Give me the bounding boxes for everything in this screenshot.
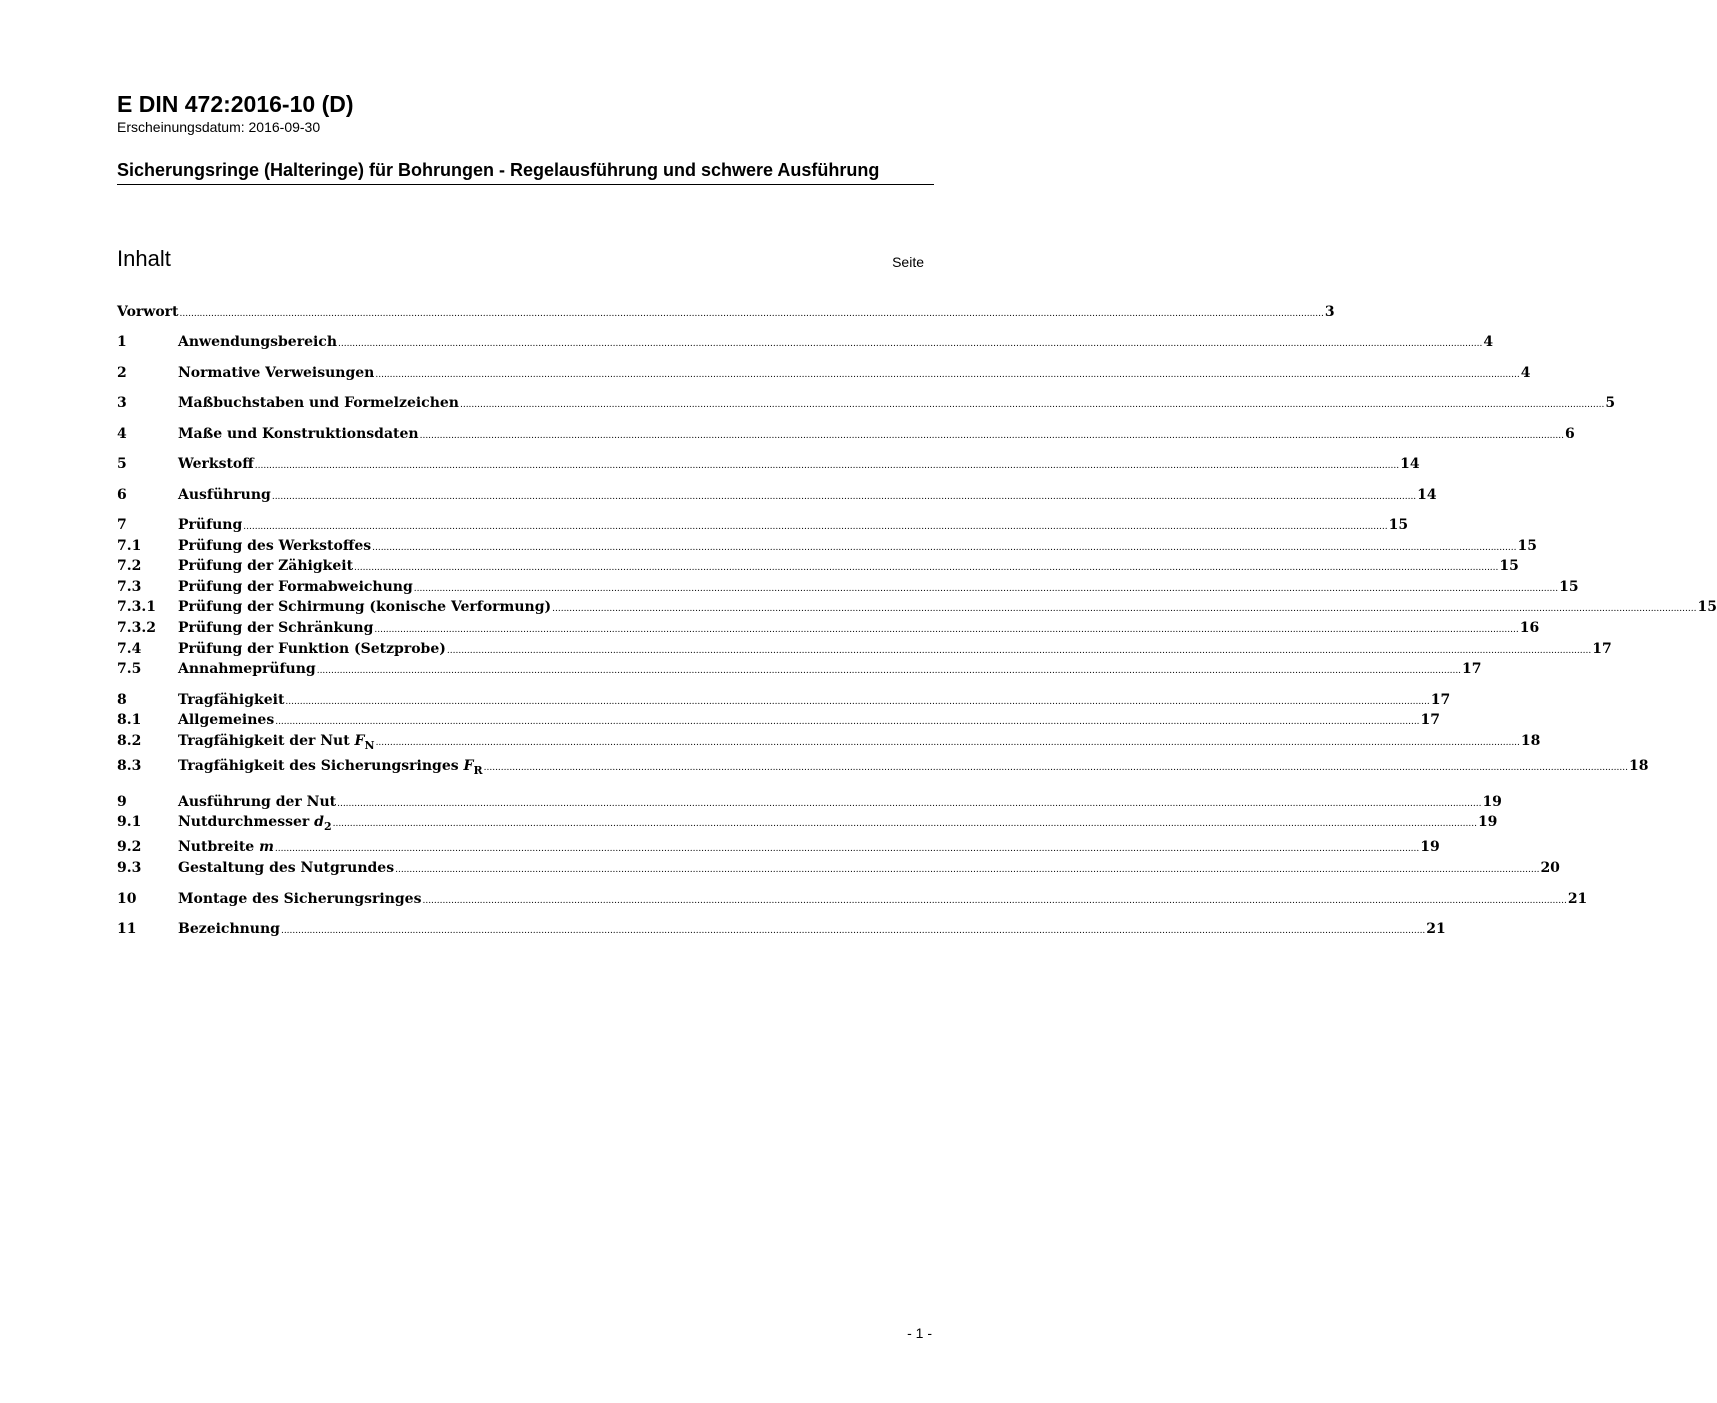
- toc-entry[interactable]: [117, 710, 1441, 730]
- toc-dot-leader: ................................................................................................................................................................................................................................................................................................................................................................................................................: [422, 896, 1567, 906]
- toc-entry-page: 19: [1420, 839, 1440, 855]
- toc-dot-leader: ................................................................................................................................................................................................................................................................................................................................................................................................................: [446, 646, 1592, 656]
- toc-entry-title: Prüfung: [178, 517, 243, 533]
- toc-entry-page: 14: [1400, 456, 1420, 472]
- toc-entry[interactable]: [117, 556, 1519, 576]
- toc-dot-leader: ................................................................................................................................................................................................................................................................................................................................................................................................................: [375, 370, 1520, 380]
- toc-entry-page: 17: [1462, 661, 1482, 677]
- toc-entry-title: Ausführung: [178, 487, 271, 503]
- publication-date: Erscheinungsdatum: 2016-09-30: [117, 119, 321, 135]
- toc-entry[interactable]: [117, 393, 1616, 413]
- toc-entry-title: Bezeichnung: [178, 921, 280, 937]
- toc-entry[interactable]: [117, 302, 1335, 322]
- toc-entry[interactable]: [117, 659, 1482, 679]
- toc-entry-number: 7.2: [117, 558, 142, 574]
- toc-dot-leader: ................................................................................................................................................................................................................................................................................................................................................................................................................: [280, 926, 1426, 936]
- toc-entry-number: 9.2: [117, 839, 142, 855]
- toc-entry-page: 5: [1605, 395, 1616, 411]
- toc-dot-leader: ................................................................................................................................................................................................................................................................................................................................................................................................................: [337, 799, 1482, 809]
- toc-dot-leader: ................................................................................................................................................................................................................................................................................................................................................................................................................: [332, 819, 1477, 829]
- document-header: [117, 90, 934, 136]
- toc-entry-number: 8.1: [117, 712, 142, 728]
- toc-entry[interactable]: [117, 363, 1531, 383]
- toc-entry-page: 15: [1388, 517, 1409, 533]
- toc-entry[interactable]: [117, 454, 1420, 474]
- formula-symbol: F: [354, 733, 365, 749]
- toc-entry-title: Tragfähigkeit der Nut $F_N$: [178, 733, 375, 752]
- toc-entry[interactable]: [117, 618, 1540, 638]
- toc-dot-leader: ................................................................................................................................................................................................................................................................................................................................................................................................................: [275, 717, 1420, 727]
- formula-subscript: 2: [323, 819, 332, 833]
- formula-symbol: d: [314, 814, 324, 830]
- toc-entry-title: Ausführung der Nut: [178, 794, 337, 810]
- toc-dot-leader: ................................................................................................................................................................................................................................................................................................................................................................................................................: [552, 604, 1697, 614]
- toc-dot-leader: ................................................................................................................................................................................................................................................................................................................................................................................................................: [243, 522, 1388, 532]
- toc-entry-title: Prüfung der Schränkung: [178, 620, 374, 636]
- toc-entry-page: 14: [1417, 487, 1437, 503]
- toc-entry-number: 8.2: [117, 733, 142, 749]
- toc-entry-title: Nutbreite m: [178, 839, 274, 855]
- toc-entry-number: 4: [117, 426, 127, 442]
- toc-entry[interactable]: [117, 515, 1409, 535]
- toc-entry-page: 18: [1628, 758, 1649, 774]
- toc-entry[interactable]: [117, 731, 1541, 752]
- toc-entry-title: Annahmeprüfung: [178, 661, 316, 677]
- toc-entry-page: 19: [1477, 814, 1498, 830]
- toc-entry[interactable]: [117, 837, 1440, 857]
- toc-entry-page: 16: [1519, 620, 1540, 636]
- toc-page-column-label: Seite: [892, 254, 924, 270]
- toc-dot-leader: ................................................................................................................................................................................................................................................................................................................................................................................................................: [274, 844, 1420, 854]
- toc-dot-leader: ................................................................................................................................................................................................................................................................................................................................................................................................................: [372, 543, 1517, 553]
- toc-entry-number: 5: [117, 456, 127, 472]
- toc-dot-leader: ................................................................................................................................................................................................................................................................................................................................................................................................................: [354, 563, 1499, 573]
- toc-entry[interactable]: [117, 332, 1494, 352]
- toc-entry[interactable]: [117, 858, 1560, 878]
- toc-entry[interactable]: [117, 424, 1575, 444]
- toc-entry-page: 21: [1426, 921, 1446, 937]
- toc-dot-leader: ................................................................................................................................................................................................................................................................................................................................................................................................................: [419, 431, 1564, 441]
- toc-entry-title: Maßbuchstaben und Formelzeichen: [178, 395, 459, 411]
- toc-entry-page: 21: [1567, 891, 1588, 907]
- formula-symbol: m: [259, 839, 274, 855]
- toc-entry-title: Vorwort: [117, 304, 179, 320]
- toc-entry[interactable]: [117, 577, 1579, 597]
- toc-entry-number: 9.3: [117, 860, 142, 876]
- toc-entry-page: 15: [1517, 538, 1537, 554]
- toc-entry-title: Prüfung des Werkstoffes: [178, 538, 372, 554]
- toc-entry-number: 7: [117, 517, 127, 533]
- toc-entry-number: 7.3.2: [117, 620, 156, 636]
- toc-entry-title: Prüfung der Schirmung (konische Verformung): [178, 599, 552, 615]
- toc-entry-page: 3: [1324, 304, 1335, 320]
- toc-entry-title: Gestaltung des Nutgrundes: [178, 860, 395, 876]
- toc-dot-leader: ................................................................................................................................................................................................................................................................................................................................................................................................................: [316, 666, 1462, 676]
- toc-entry-page: 15: [1697, 599, 1717, 615]
- document-title: Sicherungsringe (Halteringe) für Bohrungen - Regelausführung und schwere Ausführung: [117, 159, 934, 185]
- toc-dot-leader: ................................................................................................................................................................................................................................................................................................................................................................................................................: [375, 738, 1520, 748]
- toc-entry-title: Anwendungsbereich: [178, 334, 337, 350]
- document-id: E DIN 472:2016-10 (D): [117, 91, 354, 117]
- toc-entry[interactable]: [117, 812, 1498, 833]
- formula-symbol: F: [463, 758, 474, 774]
- toc-entry-title: Tragfähigkeit: [178, 692, 285, 708]
- toc-entry-title: Allgemeines: [178, 712, 275, 728]
- formula-subscript: N: [364, 738, 375, 752]
- toc-entry-page: 4: [1483, 334, 1494, 350]
- toc-dot-leader: ................................................................................................................................................................................................................................................................................................................................................................................................................: [254, 461, 1400, 471]
- toc-entry-number: 7.3.1: [117, 599, 156, 615]
- toc-entry-number: 11: [117, 921, 137, 937]
- toc-entry-page: 6: [1564, 426, 1575, 442]
- toc-entry-page: 20: [1540, 860, 1560, 876]
- toc-entry[interactable]: [117, 597, 1717, 617]
- toc-entry-page: 17: [1430, 692, 1451, 708]
- toc-entry-page: 15: [1499, 558, 1519, 574]
- toc-entry-title: Prüfung der Formabweichung: [178, 579, 413, 595]
- toc-entry-title: Tragfähigkeit des Sicherungsringes $F_R$: [178, 758, 483, 777]
- toc-entry[interactable]: [117, 792, 1502, 812]
- toc-entry-title: Maße und Konstruktionsdaten: [178, 426, 419, 442]
- toc-entry-title: Prüfung der Funktion (Setzprobe): [178, 641, 446, 657]
- toc-entry-number: 8.3: [117, 758, 142, 774]
- toc-dot-leader: ................................................................................................................................................................................................................................................................................................................................................................................................................: [374, 625, 1519, 635]
- toc-entry-number: 8: [117, 692, 127, 708]
- toc-dot-leader: ................................................................................................................................................................................................................................................................................................................................................................................................................: [483, 763, 1628, 773]
- toc-entry-number: 6: [117, 487, 127, 503]
- toc-entry-number: 7.1: [117, 538, 142, 554]
- toc-dot-leader: ................................................................................................................................................................................................................................................................................................................................................................................................................: [338, 339, 1483, 349]
- toc-entry-title: Normative Verweisungen: [178, 365, 375, 381]
- toc-entry-number: 2: [117, 365, 127, 381]
- toc-entry[interactable]: [117, 485, 1437, 505]
- toc-entry-page: 4: [1520, 365, 1531, 381]
- page-number: - 1 -: [907, 1325, 932, 1341]
- toc-entry-number: 9: [117, 794, 127, 810]
- toc-entry-page: 19: [1482, 794, 1502, 810]
- toc-entry[interactable]: [117, 756, 1649, 777]
- toc-entry-title: Prüfung der Zähigkeit: [178, 558, 354, 574]
- toc-entry[interactable]: [117, 690, 1451, 710]
- toc-heading: Inhalt: [117, 246, 171, 271]
- toc-dot-leader: ................................................................................................................................................................................................................................................................................................................................................................................................................: [395, 865, 1540, 875]
- toc-entry-number: 7.5: [117, 661, 142, 677]
- toc-entry-title: Werkstoff: [178, 456, 254, 472]
- toc-entry[interactable]: [117, 536, 1537, 556]
- toc-entry[interactable]: [117, 639, 1612, 659]
- toc-entry-number: 1: [117, 334, 127, 350]
- toc-entry[interactable]: [117, 889, 1588, 909]
- toc-entry-title: Montage des Sicherungsringes: [178, 891, 422, 907]
- toc-dot-leader: ................................................................................................................................................................................................................................................................................................................................................................................................................: [285, 697, 1430, 707]
- toc-entry-number: 3: [117, 395, 127, 411]
- toc-entry-number: 7.4: [117, 641, 142, 657]
- toc-dot-leader: ................................................................................................................................................................................................................................................................................................................................................................................................................: [271, 492, 1417, 502]
- formula-subscript: R: [473, 763, 483, 777]
- toc-entry-page: 17: [1592, 641, 1612, 657]
- toc-dot-leader: ................................................................................................................................................................................................................................................................................................................................................................................................................: [413, 584, 1559, 594]
- toc-dot-leader: ................................................................................................................................................................................................................................................................................................................................................................................................................: [459, 400, 1605, 410]
- toc-entry-number: 9.1: [117, 814, 142, 830]
- toc-entry-page: 15: [1559, 579, 1579, 595]
- toc-entry-number: 10: [117, 891, 137, 907]
- toc-entry-number: 7.3: [117, 579, 142, 595]
- toc-entry-page: 17: [1420, 712, 1441, 728]
- toc-dot-leader: ................................................................................................................................................................................................................................................................................................................................................................................................................: [179, 309, 1324, 319]
- toc-entry-title: Nutdurchmesser $d_2$: [178, 814, 332, 833]
- toc-entry-page: 18: [1520, 733, 1541, 749]
- toc-entry[interactable]: [117, 919, 1446, 939]
